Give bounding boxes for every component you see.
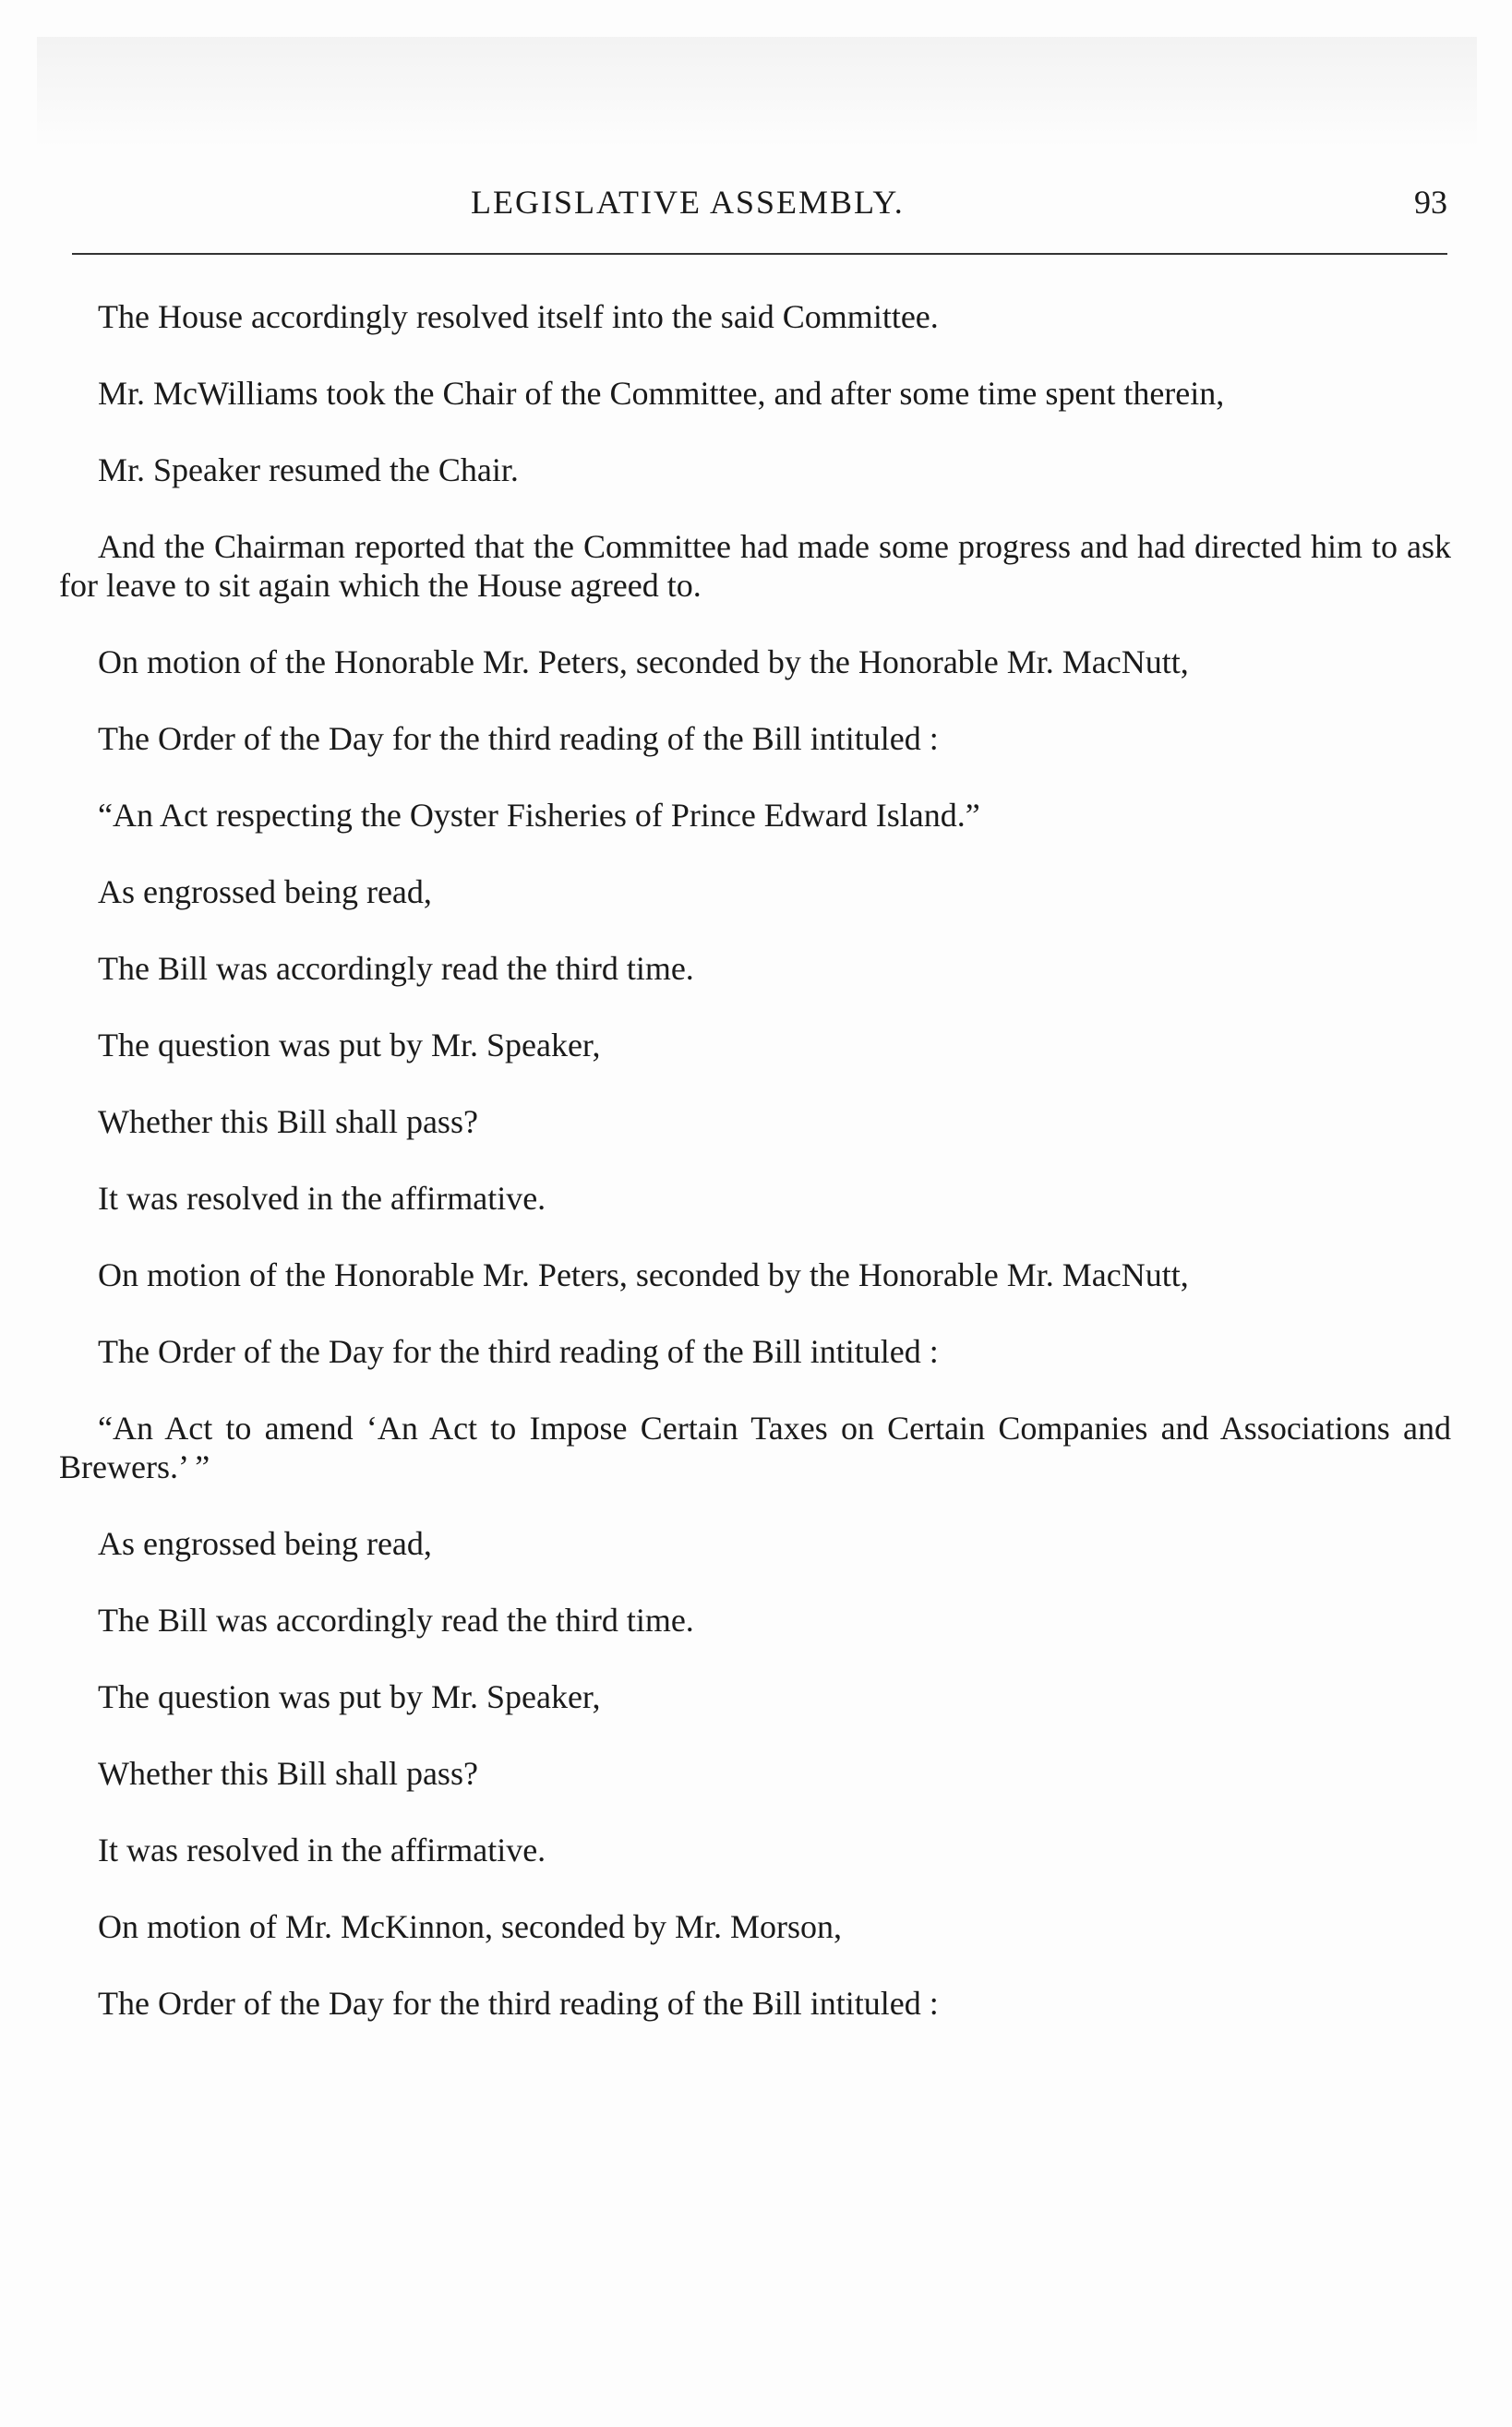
body-text (59, 297, 1451, 2061)
paragraph: The Bill was accordingly read the third time. (98, 950, 694, 987)
paragraph: Mr. Speaker resumed the Chair. (98, 451, 519, 488)
paragraph: The Bill was accordingly read the third time. (98, 1602, 694, 1639)
paragraph: The Order of the Day for the third reading of the Bill intituled : (98, 1985, 939, 2022)
paragraph: And the Chairman reported that the Committee had made some progress and had directed him to ask for leave to sit again which the House agreed to. (59, 528, 1451, 604)
paragraph: On motion of the Honorable Mr. Peters, seconded by the Honorable Mr. MacNutt, (98, 1256, 1189, 1293)
page-smudge (37, 37, 1477, 148)
paragraph: On motion of Mr. McKinnon, seconded by Mr. Morson, (98, 1908, 842, 1945)
paragraph: Whether this Bill shall pass? (98, 1103, 478, 1140)
paragraph: “An Act to amend ‘An Act to Impose Certain Taxes on Certain Companies and Associations and Brewers.’ ” (59, 1410, 1451, 1485)
paragraph: Whether this Bill shall pass? (98, 1755, 478, 1792)
header-divider (72, 253, 1447, 255)
page-number: 93 (1414, 184, 1447, 221)
paragraph: As engrossed being read, (98, 873, 432, 910)
paragraph: As engrossed being read, (98, 1525, 432, 1562)
paragraph: The Order of the Day for the third reading of the Bill intituled : (98, 1333, 939, 1370)
paragraph: On motion of the Honorable Mr. Peters, seconded by the Honorable Mr. MacNutt, (98, 643, 1189, 680)
page-title: LEGISLATIVE ASSEMBLY. (471, 184, 905, 221)
running-head (0, 183, 1512, 238)
paragraph: The House accordingly resolved itself into the said Committee. (98, 298, 939, 335)
paragraph: The question was put by Mr. Speaker, (98, 1027, 601, 1063)
paragraph: The question was put by Mr. Speaker, (98, 1678, 601, 1715)
paragraph: The Order of the Day for the third reading of the Bill intituled : (98, 720, 939, 757)
paragraph: “An Act respecting the Oyster Fisheries of Prince Edward Island.” (98, 797, 980, 834)
paragraph: It was resolved in the affirmative. (98, 1832, 546, 1868)
paragraph: It was resolved in the affirmative. (98, 1180, 546, 1217)
paragraph: Mr. McWilliams took the Chair of the Committee, and after some time spent therein, (98, 375, 1225, 412)
